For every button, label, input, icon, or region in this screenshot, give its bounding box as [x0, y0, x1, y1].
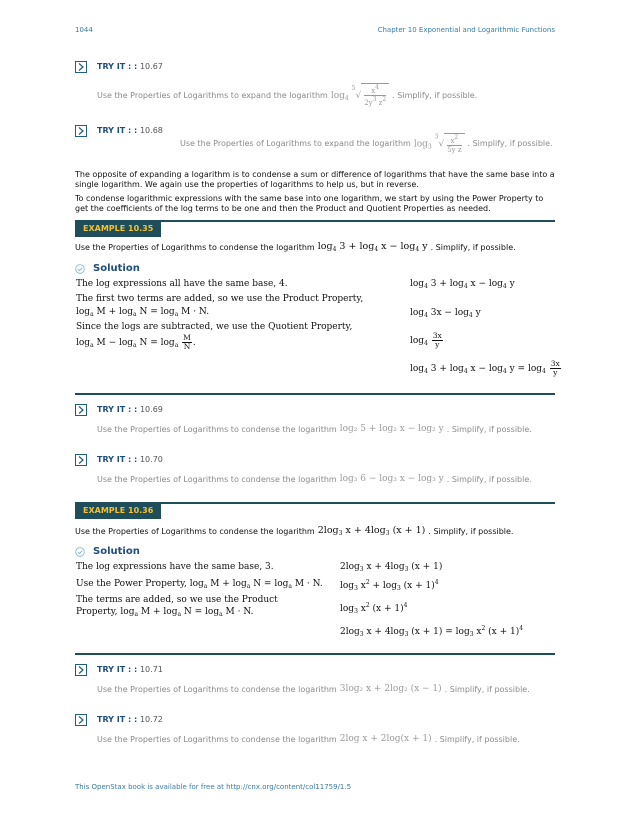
- step-text: The terms are added, so we use the Product: [76, 595, 278, 605]
- step-text-with-property: Use the Power Property, $\log_a M + \log_a N = \log_a M \cdot N$.: [76, 579, 323, 590]
- example-end-rule: [75, 653, 555, 655]
- try-it-label: TRY IT : : 10.71: [97, 665, 163, 674]
- example-end-rule: [75, 393, 555, 395]
- step-math: $\log_4$ $\frac{3x}{y}$: [410, 331, 442, 349]
- example-label: EXAMPLE 10.35: [75, 221, 161, 237]
- check-circle-icon: [75, 264, 85, 274]
- try-it-prompt: Use the Properties of Logarithms to condense the logarithm 2log x + 2log(x + 1) . Simplify, if possible.: [97, 734, 520, 744]
- step-math-result: $2\log_3$ $x + 4\log_3$ $(x + 1) = \log_3 x^2$ $(x + 1)^4$: [340, 625, 524, 638]
- step-text: The first two terms are added, so we use the Product Property,: [76, 294, 364, 304]
- try-it-prompt: Use the Properties of Logarithms to condense the logarithm 3log₂ x + 2log₂ (x − 1) . Simplify, if possible.: [97, 684, 530, 694]
- chapter-title: Chapter 10 Exponential and Logarithmic Functions: [377, 26, 555, 34]
- try-it-label: TRY IT : : 10.72: [97, 715, 163, 724]
- solution-heading: Solution: [75, 263, 140, 274]
- try-it-10-70: [75, 454, 555, 496]
- try-it-math: log₂ 5 + log₂ x − log₂ y: [339, 424, 444, 434]
- step-math-result: $\log_4 3 + \log_4 x - \log_4 y = \log_4$ $\frac{3x}{y}$: [410, 359, 560, 377]
- try-it-prompt: Use the Properties of Logarithms to expand the logarithm $\log_3 ^3√$ $\frac{x2}{\text{5y z}}$ . Simplify, if possible.: [180, 133, 553, 154]
- footer-source: This OpenStax book is available for free at http://cnx.org/content/col11759/1.5: [75, 783, 352, 791]
- step-math: $\log_3 x^2 + \log_3 (x + 1)^4$: [340, 579, 439, 592]
- try-it-prompt: Use the Properties of Logarithms to condense the logarithm log₂ 5 + log₂ x − log₂ y . Simplify, if possible.: [97, 424, 532, 434]
- example-problem: Use the Properties of Logarithms to condense the logarithm $\log_4 3 + \log_4 x - \log_4 y$ . Simplify, if possible.: [75, 241, 516, 253]
- try-it-label: TRY IT : : 10.70: [97, 455, 163, 464]
- try-it-math: 2log x + 2log(x + 1): [339, 734, 432, 744]
- step-math: $2\log_3$ $x + 4\log_3$ (x + 1): [340, 562, 443, 573]
- step-math: $\log_3 x^2$ $(x + 1)^4$: [340, 602, 408, 615]
- check-circle-icon: [75, 547, 85, 557]
- step-text: The log expressions all have the same base, 4.: [76, 279, 288, 289]
- try-it-10-67: [75, 61, 555, 107]
- step-text: The log expressions have the same base, 3.: [76, 562, 274, 572]
- step-property: $\log_a M + \log_a N = \log_a M \cdot N$.: [76, 307, 210, 318]
- example-problem: Use the Properties of Logarithms to condense the logarithm $2\log_3$ $x + 4\log_3$ (x + 1) . Simplify, if possible.: [75, 525, 514, 537]
- expand-chevron-icon[interactable]: [75, 454, 87, 466]
- expand-chevron-icon[interactable]: [75, 404, 87, 416]
- try-it-10-69: [75, 404, 555, 446]
- solution-heading: Solution: [75, 546, 140, 557]
- step-text-with-property: Property, $\log_a M + \log_a N = \log_a M \cdot N$.: [76, 607, 254, 618]
- try-it-prompt: Use the Properties of Logarithms to expand the logarithm $\log_4 ^5√$ $\frac{x4}{2y3 z2}$ . Simplify, if possible.: [97, 84, 478, 107]
- try-it-math: 3log₂ x + 2log₂ (x − 1): [339, 684, 442, 694]
- page-number: 1044: [75, 26, 93, 34]
- expand-chevron-icon[interactable]: [75, 125, 87, 137]
- try-it-label: TRY IT : : 10.67: [97, 62, 163, 71]
- paragraph-condense-intro: The opposite of expanding a logarithm is to condense a sum or difference of logarithms that have the same base into a single logarithm. We again use the properties of logarithms to help us, but in reverse.: [75, 170, 555, 189]
- try-it-math: $\log_3 ^3√$ $\frac{x2}{\text{5y z}}$: [414, 133, 465, 154]
- try-it-math: $\log_4 ^5√$ $\frac{x4}{2y3 z2}$: [331, 83, 389, 107]
- step-math: $\log_4 3 + \log_4 x - \log_4 y$: [410, 279, 515, 290]
- expand-chevron-icon[interactable]: [75, 714, 87, 726]
- step-math: $\log_4 3x - \log_4 y$: [410, 308, 481, 319]
- try-it-math: log₃ 6 − log₃ x − log₃ y: [339, 474, 444, 484]
- try-it-label: TRY IT : : 10.68: [97, 126, 163, 135]
- try-it-prompt: Use the Properties of Logarithms to condense the logarithm log₃ 6 − log₃ x − log₃ y . Simplify, if possible.: [97, 474, 532, 484]
- try-it-10-72: [75, 714, 555, 756]
- try-it-label: TRY IT : : 10.69: [97, 405, 163, 414]
- step-text: Since the logs are subtracted, we use the Quotient Property,: [76, 322, 353, 332]
- paragraph-condense-steps: To condense logarithmic expressions with the same base into one logarithm, we start by using the Power Property to get the coefficients of the log terms to be one and then the Product and Quotient Properties as needed.: [75, 194, 544, 213]
- step-property: $\log_a M - \log_a N = \log_a$ $\frac{M}{N}$ .: [76, 333, 196, 351]
- expand-chevron-icon[interactable]: [75, 664, 87, 676]
- try-it-10-71: [75, 664, 555, 706]
- example-label: EXAMPLE 10.36: [75, 503, 161, 519]
- expand-chevron-icon[interactable]: [75, 61, 87, 73]
- try-it-10-68: [75, 125, 555, 167]
